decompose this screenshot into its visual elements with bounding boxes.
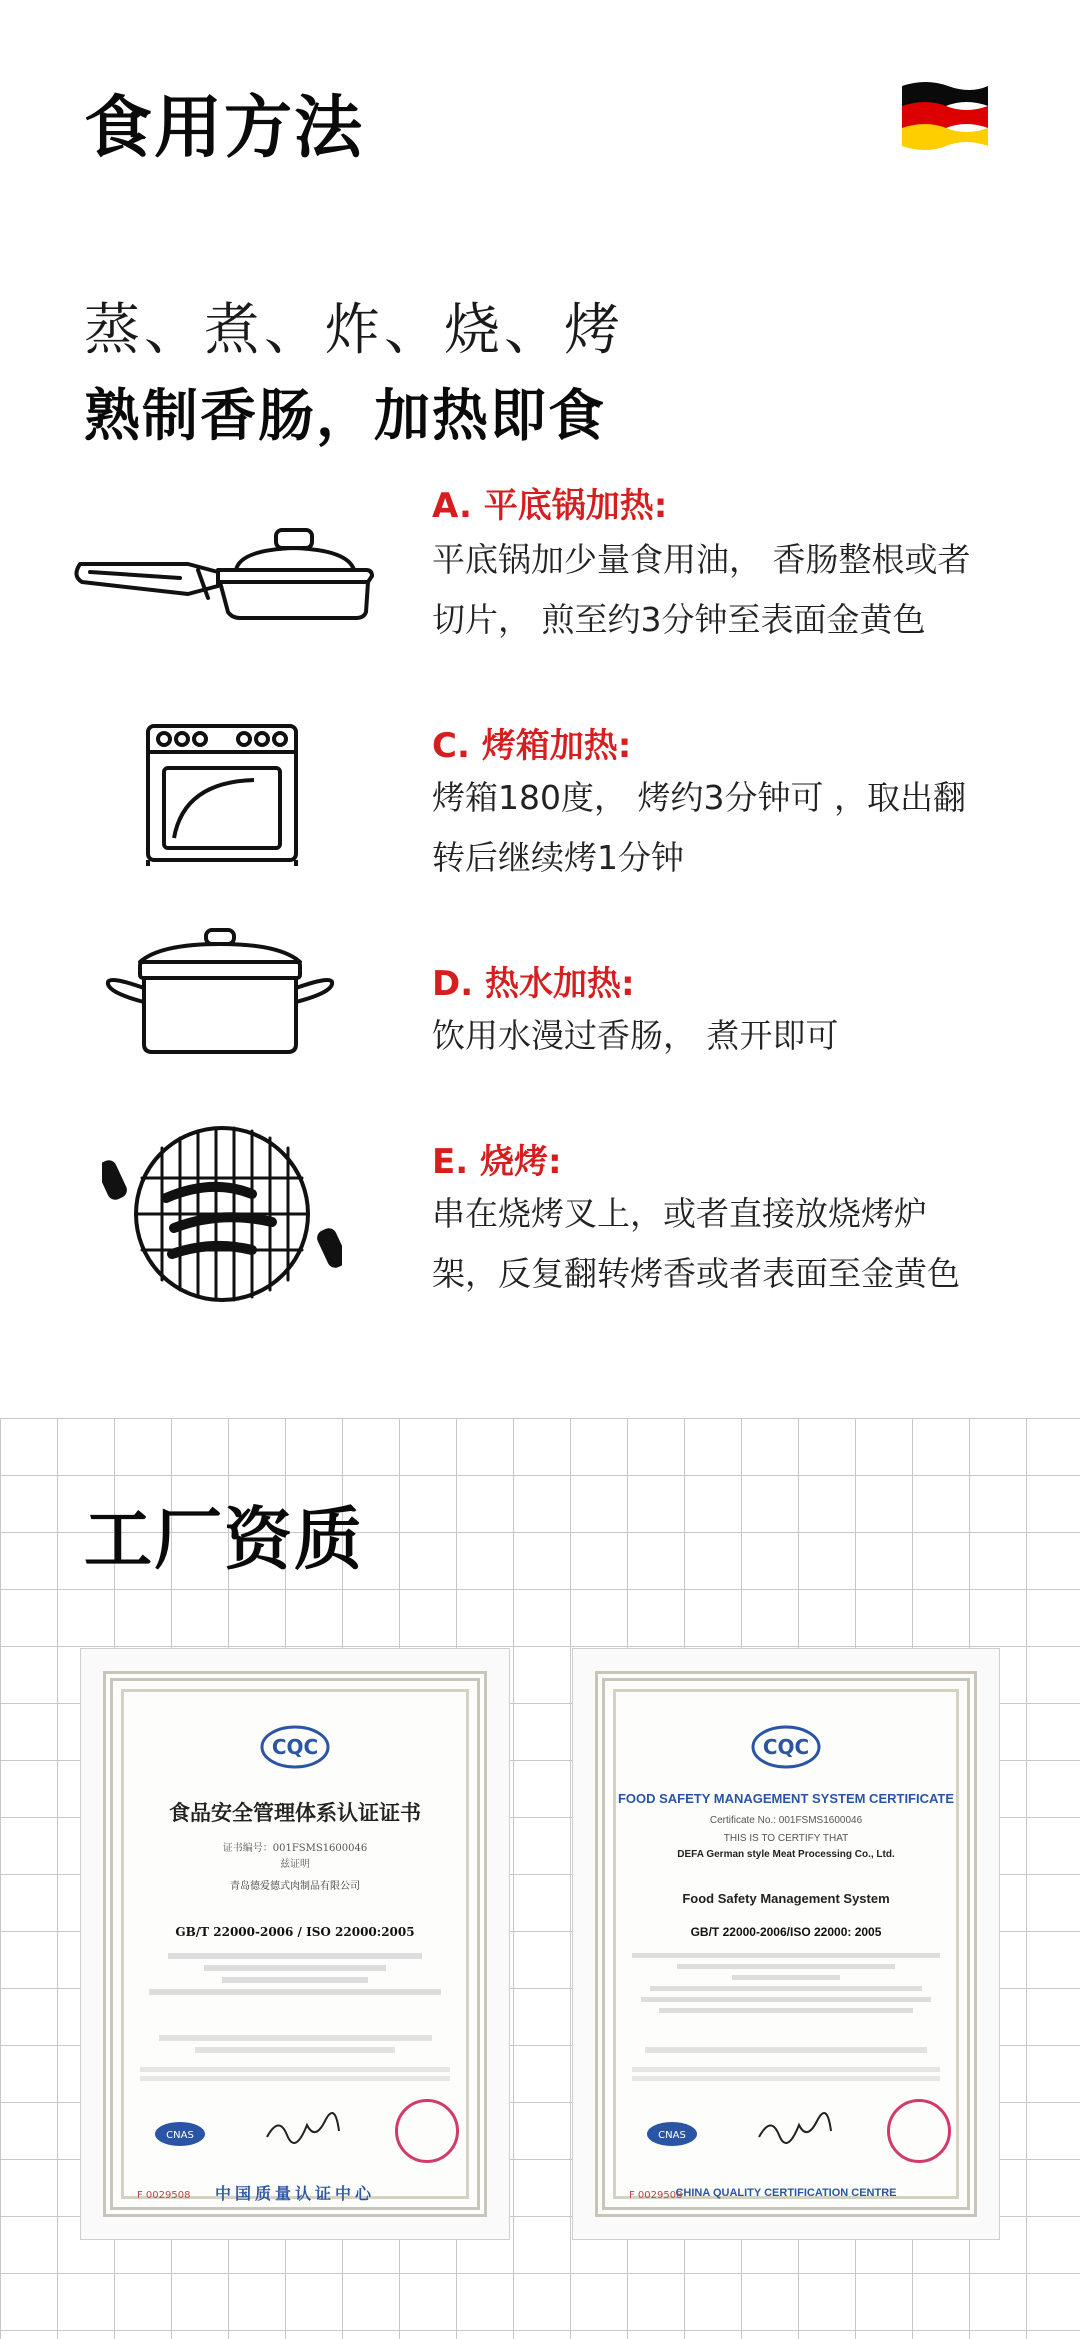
cnas-logo-icon bbox=[153, 2119, 207, 2149]
certificate-serial: F 0029508 bbox=[629, 2190, 683, 2201]
certificate-chinese bbox=[80, 1648, 510, 2240]
svg-text:CNAS: CNAS bbox=[166, 2130, 194, 2141]
cqc-logo bbox=[751, 1725, 821, 1769]
grill-icon bbox=[102, 1118, 342, 1310]
germany-flag-icon bbox=[896, 80, 992, 154]
method-d-title: D. 热水加热: bbox=[432, 964, 635, 1004]
factory-title: 工厂资质 bbox=[84, 1501, 365, 1580]
certificate-system: Food Safety Management System bbox=[682, 1891, 890, 1906]
certificate-title: FOOD SAFETY MANAGEMENT SYSTEM CERTIFICATE bbox=[617, 1791, 955, 1806]
certificate-body-lines bbox=[113, 1947, 477, 2085]
certificate-title: 食品安全管理体系认证证书 bbox=[169, 1800, 421, 1825]
certificate-border bbox=[103, 1671, 487, 2217]
signature-icon bbox=[263, 2111, 343, 2151]
usage-title: 食用方法 bbox=[84, 89, 365, 168]
certificate-subtitle: THIS IS TO CERTIFY THAT bbox=[723, 1833, 849, 1844]
method-d-desc: 饮用水漫过香肠， 煮开即可 bbox=[432, 1016, 839, 1055]
signature-icon bbox=[755, 2111, 835, 2151]
svg-text:CQC: CQC bbox=[271, 1735, 319, 1759]
certificate-number: Certificate No.: 001FSMS1600046 bbox=[709, 1815, 863, 1826]
official-seal-icon bbox=[395, 2099, 459, 2163]
pot-icon bbox=[100, 926, 390, 1060]
certificate-serial: F 0029508 bbox=[137, 2190, 191, 2201]
method-a-desc: 平底锅加少量食用油， 香肠整根或者切片， 煎至约3分钟至表面金黄色 bbox=[432, 540, 971, 639]
method-e-title: E. 烧烤: bbox=[432, 1142, 562, 1182]
svg-text:CNAS: CNAS bbox=[658, 2130, 686, 2141]
ready-to-eat-line: 熟制香肠，加热即食 bbox=[84, 384, 606, 449]
method-a-title: A. 平底锅加热: bbox=[432, 486, 668, 526]
certificate-border bbox=[595, 1671, 977, 2217]
certificate-english bbox=[572, 1648, 1000, 2240]
oven-icon bbox=[144, 722, 300, 868]
certificate-standard: GB/T 22000-2006/ISO 22000: 2005 bbox=[690, 1925, 882, 1939]
cqc-logo bbox=[260, 1725, 330, 1769]
method-c-title: C. 烤箱加热: bbox=[432, 726, 632, 766]
official-seal-icon bbox=[887, 2099, 951, 2163]
certificate-body-lines bbox=[605, 1947, 967, 2085]
certificate-standard: GB/T 22000-2006 / ISO 22000:2005 bbox=[175, 1925, 415, 1939]
certificate-company: DEFA German style Meat Processing Co., Ltd. bbox=[677, 1849, 895, 1860]
cnas-logo-icon bbox=[645, 2119, 699, 2149]
method-e-desc: 串在烧烤叉上，或者直接放烧烤炉架，反复翻转烤香或者表面至金黄色 bbox=[432, 1194, 960, 1293]
cooking-methods-line: 蒸、煮、炸、烧、烤 bbox=[84, 298, 624, 363]
certificate-issuer: CHINA QUALITY CERTIFICATION CENTRE bbox=[675, 2187, 897, 2199]
method-c-desc: 烤箱180度， 烤约3分钟可 ，取出翻转后继续烤1分钟 bbox=[432, 778, 966, 877]
certificate-number: 证书编号：001FSMS1600046 bbox=[222, 1843, 368, 1854]
certificate-company: 青岛德爱德式肉制品有限公司 bbox=[230, 1881, 360, 1892]
svg-text:CQC: CQC bbox=[762, 1735, 810, 1759]
certificate-subtitle: 兹证明 bbox=[280, 1859, 310, 1870]
certificate-issuer: 中国质量认证中心 bbox=[214, 2184, 375, 2203]
frying-pan-icon bbox=[68, 520, 388, 630]
